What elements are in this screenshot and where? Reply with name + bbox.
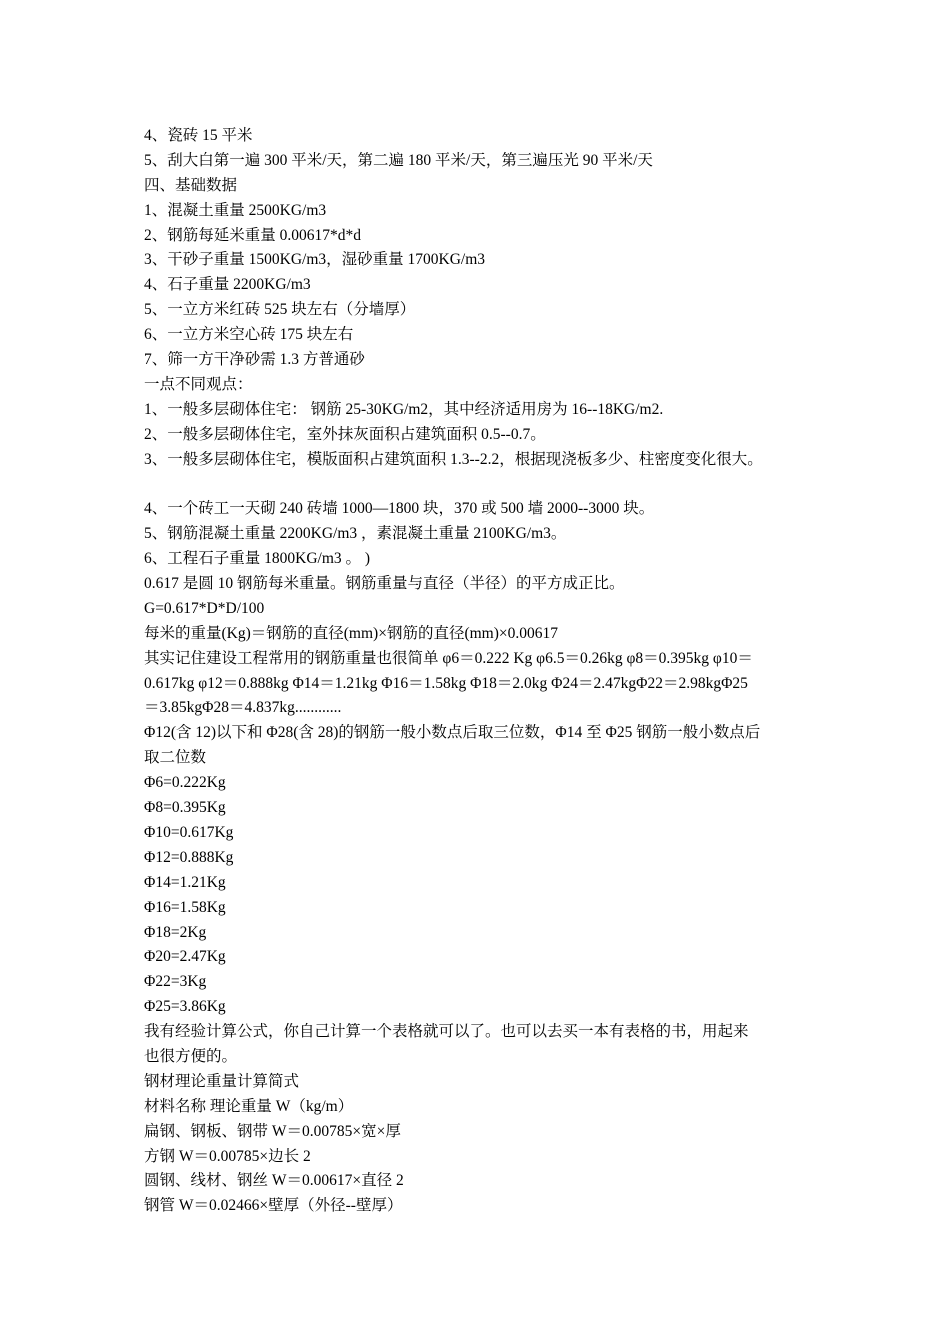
formula-line: 扁钢、钢板、钢带 W＝0.00785×宽×厚 — [144, 1122, 401, 1140]
text-line: 其实记住建设工程常用的钢筋重量也很简单 φ6＝0.222 Kg φ6.5＝0.26kg φ8＝0.395kg φ10＝ — [144, 649, 753, 667]
text-line: 5、钢筋混凝土重量 2200KG/m3 ，素混凝土重量 2100KG/m3。 — [144, 525, 567, 543]
weight-entry: Φ22=3Kg — [144, 973, 207, 991]
weight-entry: Φ10=0.617Kg — [144, 823, 234, 841]
formula-line: 方钢 W＝0.00785×边长 2 — [144, 1147, 311, 1165]
text-line: 6、工程石子重量 1800KG/m3 。 ) — [144, 550, 371, 568]
weight-entry: Φ8=0.395Kg — [144, 799, 226, 817]
text-line: 4、石子重量 2200KG/m3 — [144, 276, 311, 294]
document-page — [144, 124, 824, 1219]
text-line: 0.617kg φ12＝0.888kg Φ14＝1.21kg Φ16＝1.58kg Φ18＝2.0kg Φ24＝2.47kgΦ22＝2.98kgΦ25 — [144, 674, 748, 692]
text-line: 3、一般多层砌体住宅，模版面积占建筑面积 1.3--2.2，根据现浇板多少、柱密度变化很大。 — [144, 450, 763, 468]
weight-entry: Φ14=1.21Kg — [144, 873, 226, 891]
text-line: ＝3.85kgΦ28＝4.837kg............ — [144, 699, 342, 717]
text-line: 5、刮大白第一遍 300 平米/天，第二遍 180 平米/天，第三遍压光 90 平米/天 — [144, 151, 653, 169]
section-heading: 一点不同观点： — [144, 375, 253, 393]
text-line: 0.617 是圆 10 钢筋每米重量。钢筋重量与直径（半径）的平方成正比。 — [144, 575, 625, 593]
weight-entry: Φ12=0.888Kg — [144, 848, 234, 866]
formula-line: 每米的重量(Kg)＝钢筋的直径(mm)×钢筋的直径(mm)×0.00617 — [144, 624, 558, 642]
text-line: 也很方便的。 — [144, 1047, 238, 1065]
text-line: 7、筛一方干净砂需 1.3 方普通砂 — [144, 351, 365, 369]
formula-line: 钢管 W＝0.02466×壁厚（外径--壁厚） — [144, 1197, 403, 1215]
blank-line — [144, 472, 824, 497]
text-line: Φ12(含 12)以下和 Φ28(含 28)的钢筋一般小数点后取三位数，Φ14 至 Φ25 钢筋一般小数点后 — [144, 724, 761, 742]
text-line: 3、干砂子重量 1500KG/m3，湿砂重量 1700KG/m3 — [144, 251, 486, 269]
weight-entry: Φ18=2Kg — [144, 923, 207, 941]
weight-entry: Φ25=3.86Kg — [144, 998, 226, 1016]
text-line: 2、一般多层砌体住宅，室外抹灰面积占建筑面积 0.5--0.7。 — [144, 425, 546, 443]
weight-entry: Φ16=1.58Kg — [144, 898, 226, 916]
text-line: 6、一立方米空心砖 175 块左右 — [144, 326, 354, 344]
text-line: 5、一立方米红砖 525 块左右（分墙厚） — [144, 301, 416, 319]
formula-line: 圆钢、线材、钢丝 W＝0.00617×直径 2 — [144, 1172, 404, 1190]
table-header-line: 材料名称 理论重量 W（kg/m） — [144, 1097, 354, 1115]
section-heading: 钢材理论重量计算简式 — [144, 1072, 300, 1090]
formula-line: G=0.617*D*D/100 — [144, 599, 265, 617]
text-line: 1、一般多层砌体住宅： 钢筋 25-30KG/m2，其中经济适用房为 16--18KG/m2. — [144, 400, 664, 418]
section-heading: 四、基础数据 — [144, 176, 238, 194]
weight-entry: Φ6=0.222Kg — [144, 774, 226, 792]
text-line: 我有经验计算公式，你自己计算一个表格就可以了。也可以去买一本有表格的书，用起来 — [144, 1023, 749, 1041]
weight-entry: Φ20=2.47Kg — [144, 948, 226, 966]
text-line: 取二位数 — [144, 749, 207, 767]
text-line: 4、一个砖工一天砌 240 砖墙 1000—1800 块，370 或 500 墙 2000--3000 块。 — [144, 500, 655, 518]
text-line: 4、瓷砖 15 平米 — [144, 127, 253, 144]
text-line: 2、钢筋每延米重量 0.00617*d*d — [144, 226, 362, 244]
text-line: 1、混凝土重量 2500KG/m3 — [144, 201, 327, 219]
